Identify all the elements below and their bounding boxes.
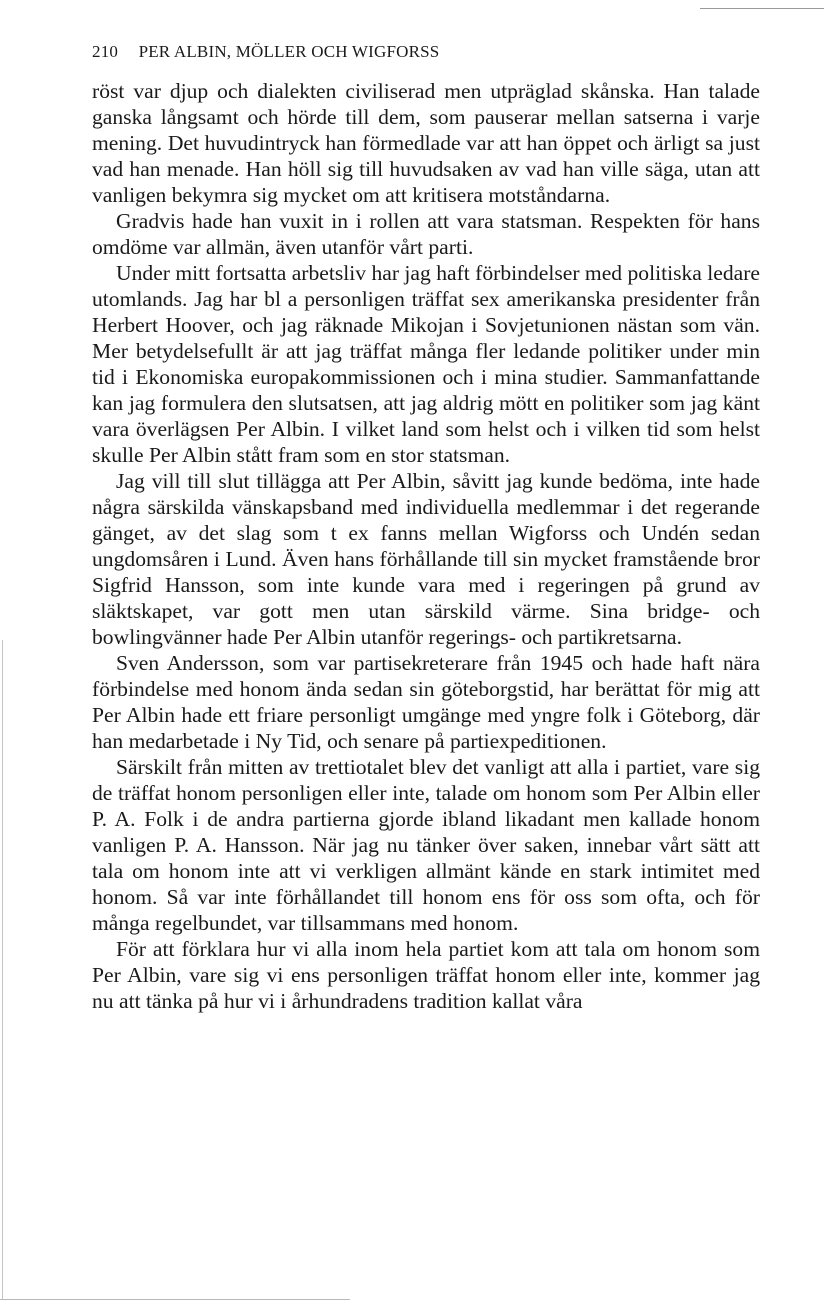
scan-edge-left [2,640,3,1300]
paragraph-7: För att förklara hur vi alla inom hela partiet kom att tala om honom som Per Albin, vare sig vi ens personligen träffat honom eller inte, kommer jag nu att tänka på hur vi i århundradens tradition kallat våra [92,937,760,1013]
paragraph-4: Jag vill till slut tillägga att Per Albin, såvitt jag kunde bedöma, inte hade några särskilda vänskapsband med individuella medlemmar i det regerande gänget, av det slag som t ex fanns mellan Wigforss och Undén sedan ungdomsåren i Lund. Även hans förhållande till sin mycket framstående bror Sigfrid Hansson, som inte kunde vara med i regeringen på grund av släktskapet, var gott men utan särskild värme. Sina bridge- och bowlingvänner hade Per Albin utanför regerings- och partikretsarna. [92,469,760,649]
paragraph-6: Särskilt från mitten av trettiotalet blev det vanligt att alla i partiet, vare sig de träffat honom personligen eller inte, talade om honom som Per Albin eller P. A. Folk i de andra partierna gjorde ibland likadant men kallade honom vanligen P. A. Hansson. När jag nu tänker över saken, innebar vårt sätt att tala om honom inte att vi verkligen allmänt kände en stark intimitet med honom. Så var inte förhållandet till honom ens för oss som ofta, och för många regelbundet, var tillsammans med honom. [92,755,760,935]
running-title: PER ALBIN, MÖLLER OCH WIGFORSS [138,42,440,61]
paragraph-5: Sven Andersson, som var partisekreterare från 1945 och hade haft nära förbindelse med honom ända sedan sin göteborgstid, har berättat för mig att Per Albin hade ett friare personligt umgänge med yngre folk i Göteborg, där han medarbetade i Ny Tid, och senare på partiexpeditionen. [92,651,760,753]
running-header [92,42,439,62]
paragraph-3: Under mitt fortsatta arbetsliv har jag haft förbindelser med politiska ledare utomlands. Jag har bl a personligen träffat sex amerikanska presidenter från Herbert Hoover, och jag räknade Mikojan i Sovjetunionen nästan som vän. Mer betydelsefullt är att jag träffat många fler ledande politiker under min tid i Ekonomiska europakommissionen och i mina studier. Sammanfattande kan jag formulera den slutsatsen, att jag aldrig mött en politiker som jag känt vara överlägsen Per Albin. I vilket land som helst och i vilken tid som helst skulle Per Albin stått fram som en stor statsman. [92,261,760,467]
paragraph-1: röst var djup och dialekten civiliserad men utpräglad skånska. Han talade ganska långsamt och hörde till dem, som pauserar mellan satserna i varje mening. Det huvudintryck han förmedlade var att han öppet och ärligt sa just vad han menade. Han höll sig till huvudsaken av vad han ville säga, utan att vanligen bekymra sig mycket om att kritisera motståndarna. [92,79,760,207]
page-number: 210 [92,42,119,61]
paragraph-2: Gradvis hade han vuxit in i rollen att vara statsman. Respekten för hans omdöme var allmän, även utanför vårt parti. [92,209,760,259]
body-text [92,78,760,1014]
scan-edge-top [700,8,824,9]
scan-edge-bottom [0,1299,350,1300]
